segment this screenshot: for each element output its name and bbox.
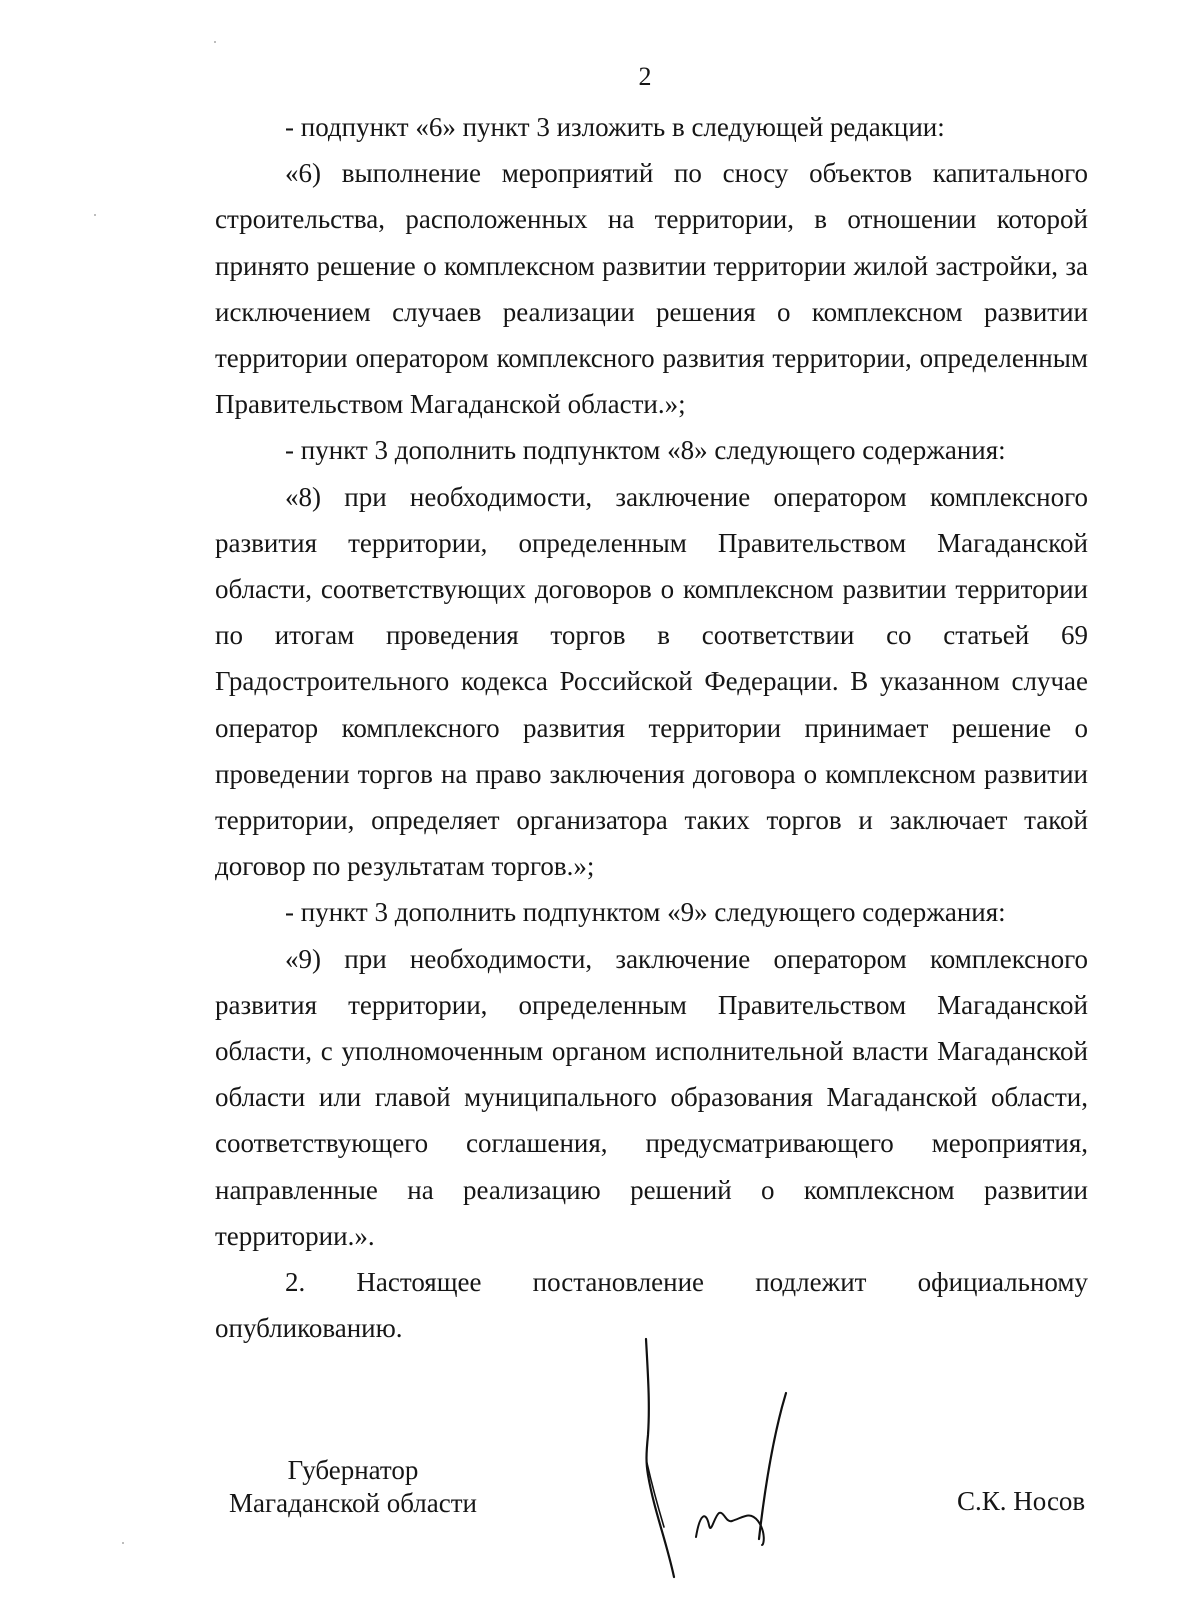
scan-speck bbox=[214, 41, 216, 43]
signatory-position-line1: Губернатор bbox=[287, 1455, 419, 1485]
signatory-name: С.К. Носов bbox=[957, 1486, 1086, 1516]
signatory-position bbox=[218, 1454, 488, 1520]
signatory-position-line2: Магаданской области bbox=[229, 1488, 477, 1518]
paragraph-add-subitem-9-intro: - пункт 3 дополнить подпунктом «9» следующего содержания: bbox=[285, 897, 1006, 928]
paragraph-publication-clause: 2. Настоящее постановление подлежит официальному опубликованию. bbox=[215, 1267, 1088, 1344]
scan-speck bbox=[122, 1542, 124, 1544]
paragraph-subitem-8-text: «8) при необходимости, заключение оператором комплексного развития территории, определенным Правительством Магаданской области, соответствующих договоров о комплексном развитии территории по итогам проведения торгов в соответствии со статьей 69 Градостроительного кодекса Российской Федерации. В указанном случае оператор комплексного развития территории принимает решение о проведении торгов на право заключения договора о комплексном развитии территории, определяет организатора таких торгов и заключает такой договор по результатам торгов.»; bbox=[215, 481, 1088, 882]
scan-speck bbox=[94, 214, 96, 216]
page-number: 2 bbox=[638, 62, 652, 91]
document-body bbox=[215, 104, 1088, 1351]
paragraph-amend-subitem-6-intro: - подпункт «6» пункт 3 изложить в следующей редакции: bbox=[285, 112, 945, 142]
paragraph-add-subitem-8-intro: - пункт 3 дополнить подпунктом «8» следующего содержания: bbox=[285, 435, 1006, 466]
handwritten-signature bbox=[640, 1335, 820, 1585]
paragraph-subitem-9-text: «9) при необходимости, заключение оператором комплексного развития территории, определенным Правительством Магаданской области, с уполномоченным органом исполнительной власти Магаданской области или главой муниципального образования Магаданской области, соответствующего соглашения, предусматривающего мероприятия, направленные на реализацию решений о комплексном развитии территории.». bbox=[215, 943, 1088, 1251]
paragraph-subitem-6-text: «6) выполнение мероприятий по сносу объектов капитального строительства, расположенных на территории, в отношении которой принято решение о комплексном развитии территории жилой застройки, за исключением случаев реализации решения о комплексном развитии территории оператором комплексного развития территории, определенным Правительством Магаданской области.»; bbox=[215, 158, 1088, 420]
